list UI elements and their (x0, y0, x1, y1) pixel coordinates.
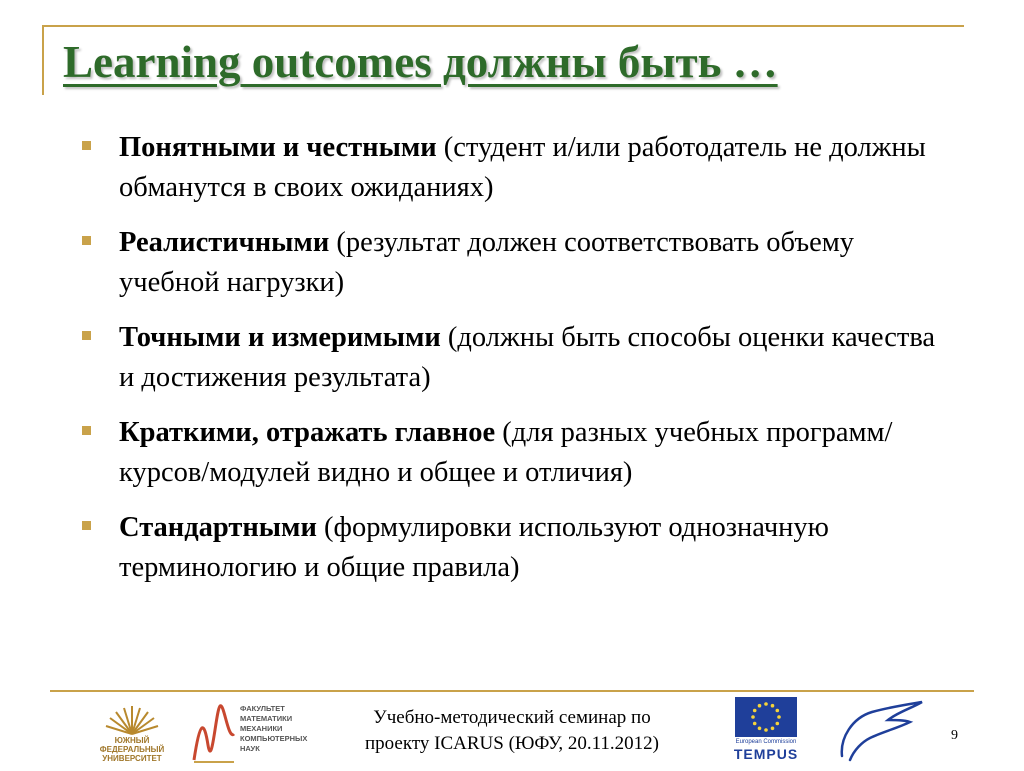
icarus-wing-icon (832, 698, 927, 764)
square-bullet-icon (82, 426, 91, 435)
bullet-description: (для разных учебных программ/курсов/модулей видно и общее и отличия) (119, 417, 893, 488)
bullet-term: Краткими, отражать главное (119, 417, 496, 448)
tempus-wordmark: TEMPUS (733, 746, 799, 762)
bullet-description: (студент и/или работодатель не должны обманутся в своих ожиданиях) (119, 132, 926, 203)
top-frame-line (42, 25, 964, 27)
tempus-subtitle: European Commission (735, 739, 797, 745)
bullet-list (82, 128, 942, 603)
bullet-description: (результат должен соответствовать объему учебной нагрузки) (119, 227, 855, 298)
bullet-description: (должны быть способы оценки качества и достижения результата) (119, 322, 936, 393)
graph-curve-icon (190, 700, 238, 766)
faculty-caption-line: КОМПЬЮТЕРНЫХ (240, 734, 308, 743)
bullet-term: Понятными и честными (119, 132, 437, 163)
eu-flag-icon (735, 697, 797, 737)
footer-caption (332, 705, 692, 757)
tempus-logo (733, 697, 799, 767)
icarus-logo (832, 698, 927, 764)
slide-title: Learning outcomes должны быть … (63, 37, 778, 87)
bullet-item (82, 223, 942, 303)
faculty-logo (190, 700, 325, 766)
square-bullet-icon (82, 331, 91, 340)
faculty-caption-line: ФАКУЛЬТЕТ (240, 704, 285, 713)
bullet-item (82, 318, 942, 398)
footer-line-2: проекту ICARUS (ЮФУ, 20.11.2012) (365, 733, 659, 754)
footer-line-1: Учебно-методический семинар по (373, 707, 651, 728)
faculty-caption-line: МЕХАНИКИ (240, 724, 283, 733)
sfu-caption (82, 736, 182, 763)
bullet-term: Стандартными (119, 512, 317, 543)
square-bullet-icon (82, 141, 91, 150)
bullet-term: Реалистичными (119, 227, 330, 258)
bullet-description: (формулировки используют однозначную терминологию и общие правила) (119, 512, 829, 583)
sunburst-icon (82, 702, 182, 736)
sfu-caption-line: ФЕДЕРАЛЬНЫЙ (99, 745, 165, 754)
sfu-caption-line: УНИВЕРСИТЕТ (102, 754, 162, 763)
bullet-item (82, 508, 942, 588)
page-number: 9 (951, 728, 958, 743)
left-frame-line (42, 25, 44, 95)
bullet-term: Точными и измеримыми (119, 322, 441, 353)
sfu-caption-line: ЮЖНЫЙ (114, 736, 150, 745)
sfu-logo (82, 702, 182, 764)
square-bullet-icon (82, 521, 91, 530)
square-bullet-icon (82, 236, 91, 245)
faculty-caption (240, 704, 325, 754)
faculty-caption-line: НАУК (240, 744, 260, 753)
bullet-item (82, 128, 942, 208)
footer-divider (50, 690, 974, 692)
faculty-caption-line: МАТЕМАТИКИ (240, 714, 293, 723)
bullet-item (82, 413, 942, 493)
